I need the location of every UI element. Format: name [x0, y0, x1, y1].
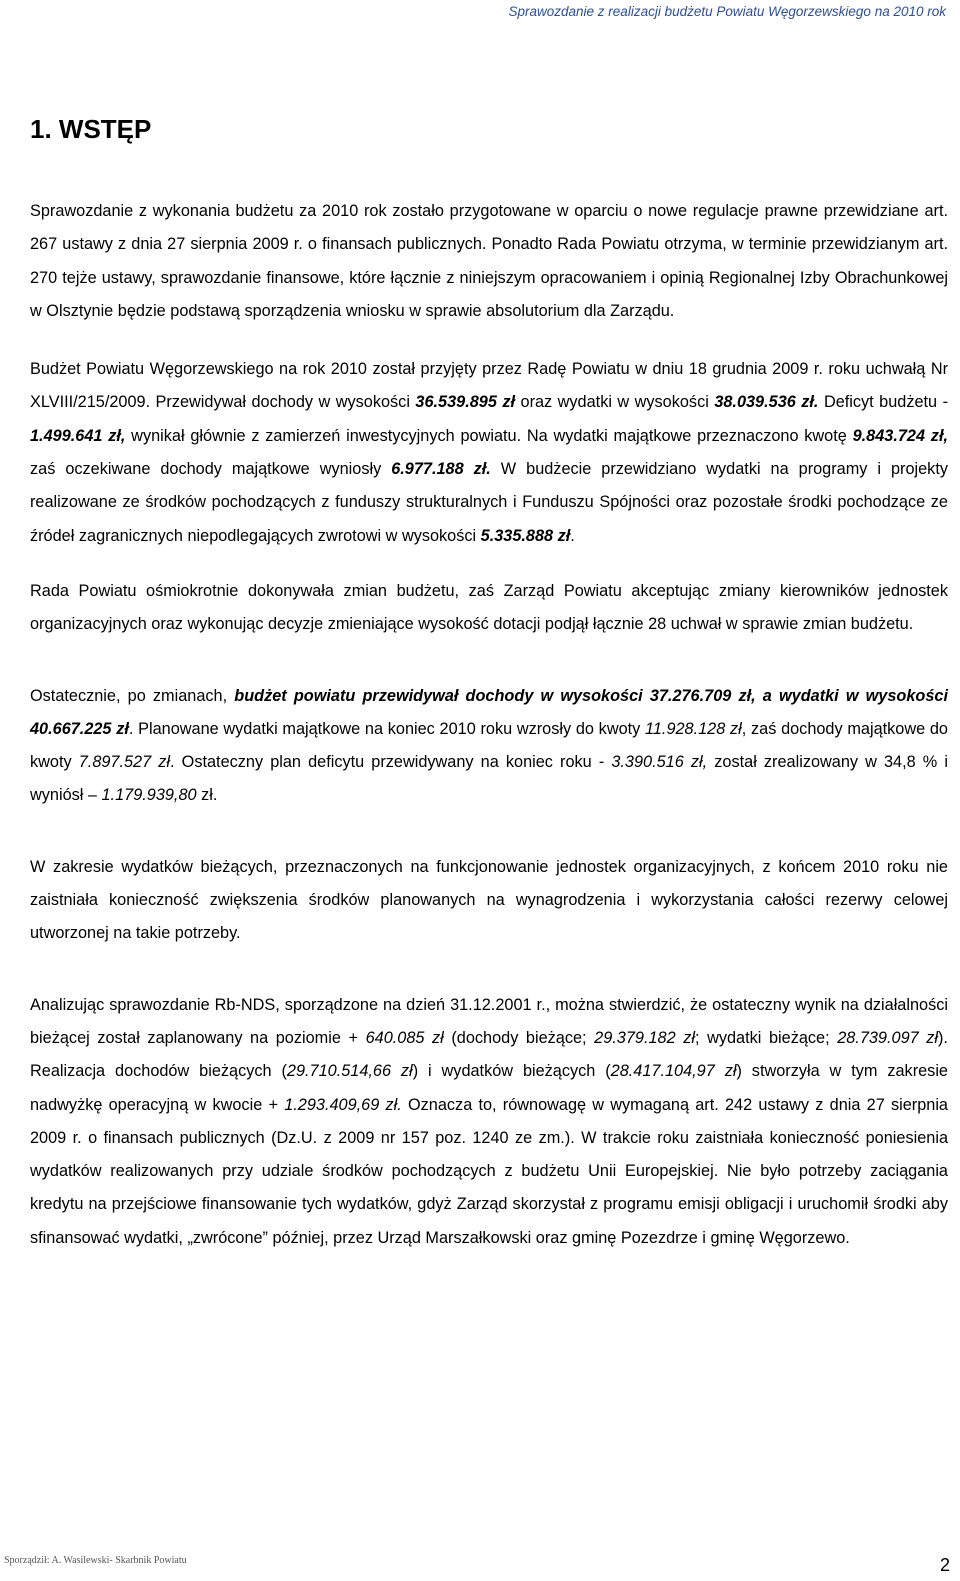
paragraph-intro: Sprawozdanie z wykonania budżetu za 2010 rok zostało przygotowane w oparciu o nowe regulacje prawne przewidziane art. 267 ustawy z dnia 27 sierpnia 2009 r. o finansach publicznych. Ponadto Rada Powiatu otrzyma, w terminie przewidzianym art. 270 tejże ustawy, sprawozdanie finansowe, które łącznie z niniejszym opracowaniem i opinią Regionalnej Izby Obrachunkowej w Olsztynie będzie podstawą sporządzenia wniosku w sprawie absolutorium dla Zarządu.: [30, 202, 948, 320]
text-segment: Oznacza to, równowagę w wymaganą art. 242 ustawy z dnia 27 sierpnia 2009 r. o finansach publicznych (Dz.U. z 2009 nr 157 poz. 1240 ze zm.). W trakcie roku zaistniała konieczność poniesienia wydatków realizowanych przy udziale środków pochodzących z budżetu Unii Europejskiej. Nie było potrzeby zaciągania kredytu na przejściowe finansowanie tych wydatków, gdyż Zarząd skorzystał z programu emisji obligacji i uruchomił środki aby sfinansować wydatki, „zwrócone” później, przez Urząd Marszałkowski oraz gminę Pozezdrze i gminę Węgorzewo.: [30, 1095, 948, 1247]
text-segment: Budżet Powiatu Węgorzewskiego na rok 2010 został przyjęty przez Radę Powiatu w dniu 18 grudnia 2009 r. roku uchwałą Nr XLVIII/215/2009. Przewidywał dochody w wysokości: [30, 360, 948, 412]
running-header: Sprawozdanie z realizacji budżetu Powiatu Węgorzewskiego na 2010 rok: [508, 4, 946, 19]
eu-funds-amount: 5.335.888 zł: [480, 526, 571, 545]
capital-revenue: 6.977.188 zł.: [391, 460, 491, 479]
capital-expenses: 9.843.724 zł,: [852, 426, 948, 445]
realized-current-expenses: 28.417.104,97 zł: [610, 1062, 737, 1081]
planned-expenses: 38.039.536 zł.: [714, 393, 819, 412]
final-deficit-plan: 3.390.516 zł,: [611, 753, 708, 772]
paragraph-final-budget: [30, 680, 948, 813]
planned-deficit: 1.499.641 zł,: [30, 426, 126, 445]
text-segment: wynikał głównie z zamierzeń inwestycyjnych powiatu. Na wydatki majątkowe przeznaczono kwotę: [125, 426, 853, 445]
text-segment: .: [570, 526, 575, 545]
text-segment: ) stworzyła w tym zakresie nadwyżkę operacyjną w kwocie +: [30, 1062, 948, 1114]
final-capital-revenue: 7.897.527 zł: [78, 753, 171, 772]
paragraph-budget-changes: Rada Powiatu ośmiokrotnie dokonywała zmian budżetu, zaś Zarząd Powiatu akceptując zmiany kierowników jednostek organizacyjnych oraz wykonując decyzje zmieniające wysokość dotacji podjął łącznie 28 uchwał w sprawie zmian budżetu.: [30, 581, 948, 634]
final-capital-expenses: 11.928.128 zł: [645, 719, 742, 738]
planned-current-expenses: 28.739.097 zł: [837, 1028, 939, 1047]
text-segment: Deficyt budżetu -: [818, 393, 948, 412]
document-body: [30, 195, 948, 1255]
section-heading: 1. WSTĘP: [30, 114, 152, 144]
planned-current-revenue: 29.379.182 zł: [594, 1028, 695, 1047]
text-segment: . Planowane wydatki majątkowe na koniec 2010 roku wzrosły do kwoty: [128, 719, 646, 738]
paragraph-rb-nds-analysis: [30, 989, 948, 1255]
planned-revenue: 36.539.895 zł: [415, 393, 516, 412]
text-segment: Ostatecznie, po zmianach,: [30, 686, 235, 705]
paragraph-budget-adopted: [30, 353, 948, 553]
text-segment: W budżecie przewidziano wydatki na programy i projekty realizowane ze środków pochodzących z funduszy strukturalnych i Funduszu Spójności oraz pozostałe środki pochodzące ze źródeł zagranicznych niepodlegających zwrotowi w wysokości: [30, 460, 948, 545]
planned-current-result: 640.085 zł: [365, 1028, 444, 1047]
operating-surplus: 1.293.409,69 zł.: [284, 1095, 402, 1114]
text-segment: Analizując sprawozdanie Rb-NDS, sporządzone na dzień 31.12.2001 r., można stwierdzić, że ostateczny wynik na działalności bieżącej został zaplanowany na poziomie +: [30, 995, 948, 1047]
paragraph-current-expenses: W zakresie wydatków bieżących, przeznaczonych na funkcjonowanie jednostek organizacyjnych, z końcem 2010 roku nie zaistniała konieczność zwiększenia środków planowanych na wynagrodzenia i wykorzystania całości rezerwy celowej utworzonej na takie potrzeby.: [30, 857, 948, 943]
page-number: 2: [939, 1555, 950, 1575]
final-budget-summary: budżet powiatu przewidywał dochody w wysokości 37.276.709 zł, a wydatki w wysokości 40.667.225 zł: [30, 686, 948, 738]
realized-current-revenue: 29.710.514,66 zł: [286, 1062, 413, 1081]
text-segment: ) i wydatków bieżących (: [412, 1062, 611, 1081]
text-segment: . Ostateczny plan deficytu przewidywany na koniec roku -: [170, 753, 612, 772]
text-segment: (dochody bieżące;: [443, 1028, 595, 1047]
text-segment: zł.: [196, 786, 218, 805]
text-segment: oraz wydatki w wysokości: [515, 393, 715, 412]
text-segment: zaś oczekiwane dochody majątkowe wyniosły: [30, 460, 392, 479]
page-footer: Sporządził: A. Wasilewski- Skarbnik Powiatu: [4, 1555, 187, 1566]
text-segment: ; wydatki bieżące;: [694, 1028, 838, 1047]
text-segment: został zrealizowany w 34,8 % i wyniósł: [30, 753, 948, 805]
realized-deficit: – 1.179.939,80: [87, 786, 197, 805]
text-segment: ). Realizacja dochodów bieżących (: [30, 1028, 948, 1081]
text-segment: , zaś dochody majątkowe do kwoty: [30, 719, 948, 772]
